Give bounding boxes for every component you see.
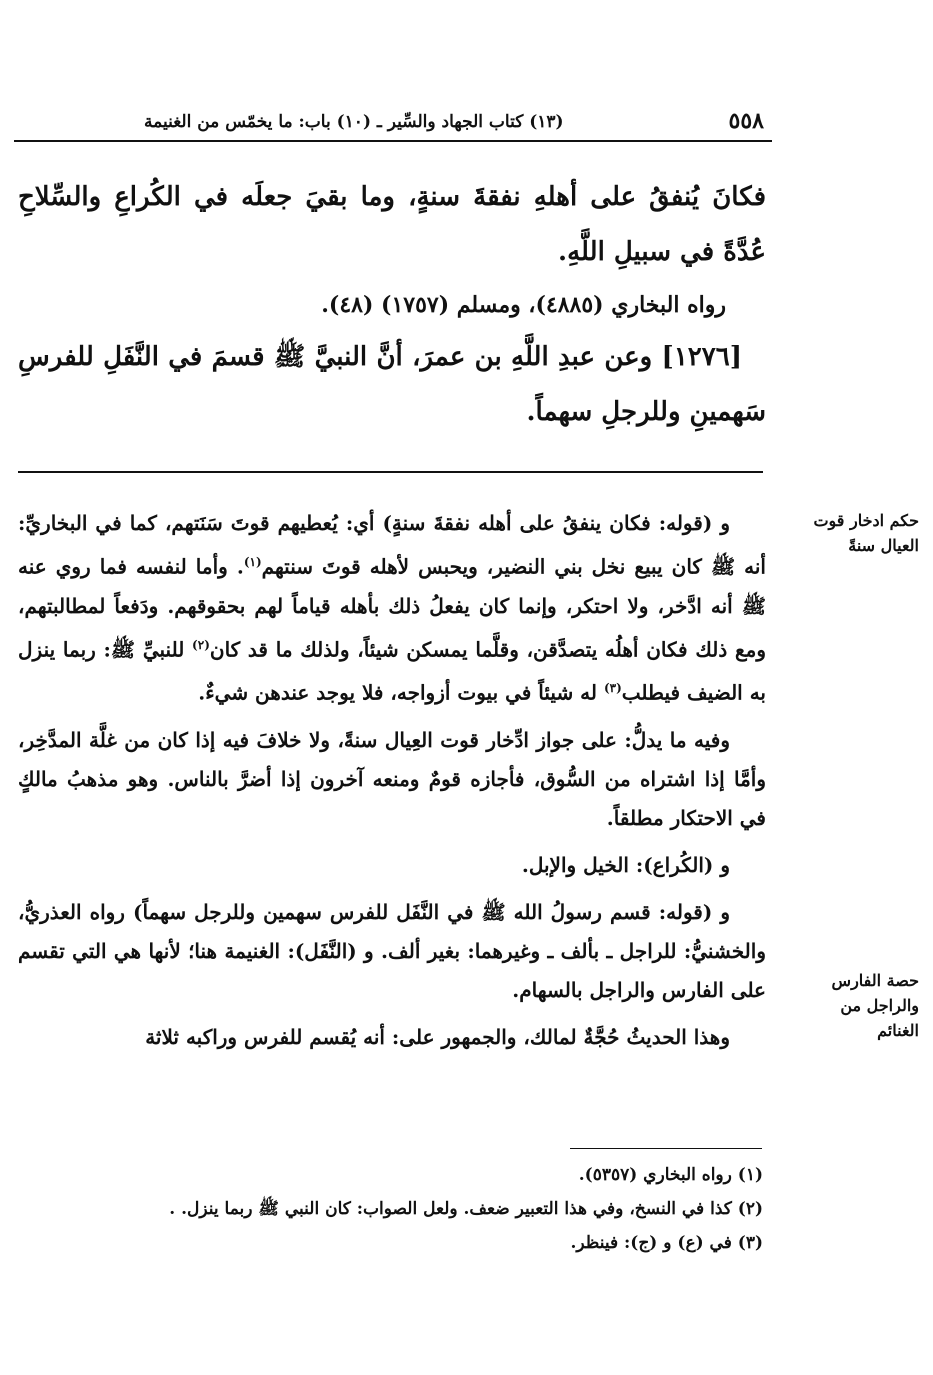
footnote: (٣) في (ع) و (ج): فينظر. [570,1233,763,1253]
footnote: (٢) كذا في النسخ، وفي هذا التعبير ضعف. ولعل الصواب: كان النبي ﷺ ربما ينزل. . [169,1199,763,1219]
hadith-text [18,170,766,440]
footnotes [18,1158,763,1260]
commentary [18,504,766,1065]
commentary-text: و (قوله: فكان ينفقُ على أهله نفقةَ سنةٍ) أي: يُعطيهم قوتَ سَنَتهم، كما في البخاريِّ: أنه ﷺ كان يبيع نخل بني النضير، ويحبس لأهله قوتَ سنتهم [18,511,766,579]
footnote-ref: (٢) [192,637,210,652]
hadith-source: رواه البخاري (٤٨٨٥)، ومسلم (١٧٥٧) (٤٨). [321,292,726,318]
page-header [14,104,772,142]
commentary-text: . وأما لنفسه فما روي عنه ﷺ أنه ادَّخر، ولا احتكر، وإنما كان يفعلُ ذلك بأهله قياماً لهم بحقوقهم. ودَفعاً لمطالبتهم، ومع ذلك فكان أهلُه يتصدَّقن، وقلَّما يمسكن شيئاً، ولذلك ما قد كان [18,554,766,662]
footnote-ref: (٣) [603,681,622,696]
page-number: ٥٥٨ [728,108,764,134]
section-divider [18,471,763,473]
commentary-paragraph: و (الكُراع): الخيل والإبل. [521,852,730,877]
footnote-ref: (١) [243,555,262,569]
commentary-text: له شيئاً في بيوت أزواجه، فلا يوجد عندهن شيءٌ. [198,680,604,705]
margin-heading: حكم ادخار قوت العيال سنةً [813,511,919,555]
commentary-paragraph: وهذا الحديثُ حُجَّةٌ لمالك، والجمهور على: أنه يُقسم للفرس وراكبه ثلاثة [145,1024,730,1049]
hadith-line: فكانَ يُنفقُ على أهلهِ نفقةَ سنةٍ، وما بقيَ جعلَه في الكُراعِ والسِّلاحِ عُدَّةً في سبيلِ اللَّهِ. [18,182,766,267]
commentary-paragraph: و (قوله: قسم رسولُ الله ﷺ في النَّفَل للفرس سهمين وللرجل سهماً) رواه العذريُّ، والخشنيُّ: للراجل ـ بألف ـ وغيرهما: بغير ألف. و (النَّفَل): الغنيمة هنا؛ لأنها هي التي تقسم على الفارس والراجل بالسهام. [18,899,766,1002]
hadith-entry: [١٢٧٦] وعن عبدِ اللَّهِ بن عمرَ، أنَّ النبيَّ ﷺ قسمَ في النَّفَلِ للفرسِ سَهمينِ وللرجلِ سهماً. [18,342,766,427]
margin-heading: حصة الفارس والراجل من الغنائم [831,971,919,1040]
commentary-paragraph: وفيه ما يدلُّ: على جواز ادِّخار قوت العِيال سنةً، ولا خلافَ فيه إذا كان من غلَّة المدَّخِر، وأمَّا إذا اشتراه من السُّوق، فأجازه قومٌ ومنعه آخرون إذا أضرَّ بالناس. وهو مذهبُ مالكٍ في الاحتكار مطلقاً. [18,727,766,830]
commentary-paragraph [18,504,766,713]
footnote-rule [570,1148,762,1149]
commentary-text: للنبيِّ ﷺ: ربما ينزل به الضيف فيطلب [18,637,766,705]
running-title: (١٣) كتاب الجهاد والسِّير ـ (١٠) باب: ما يخمّس من الغنيمة [144,112,564,132]
footnote: (١) رواه البخاري (٥٣٥٧). [578,1165,763,1185]
